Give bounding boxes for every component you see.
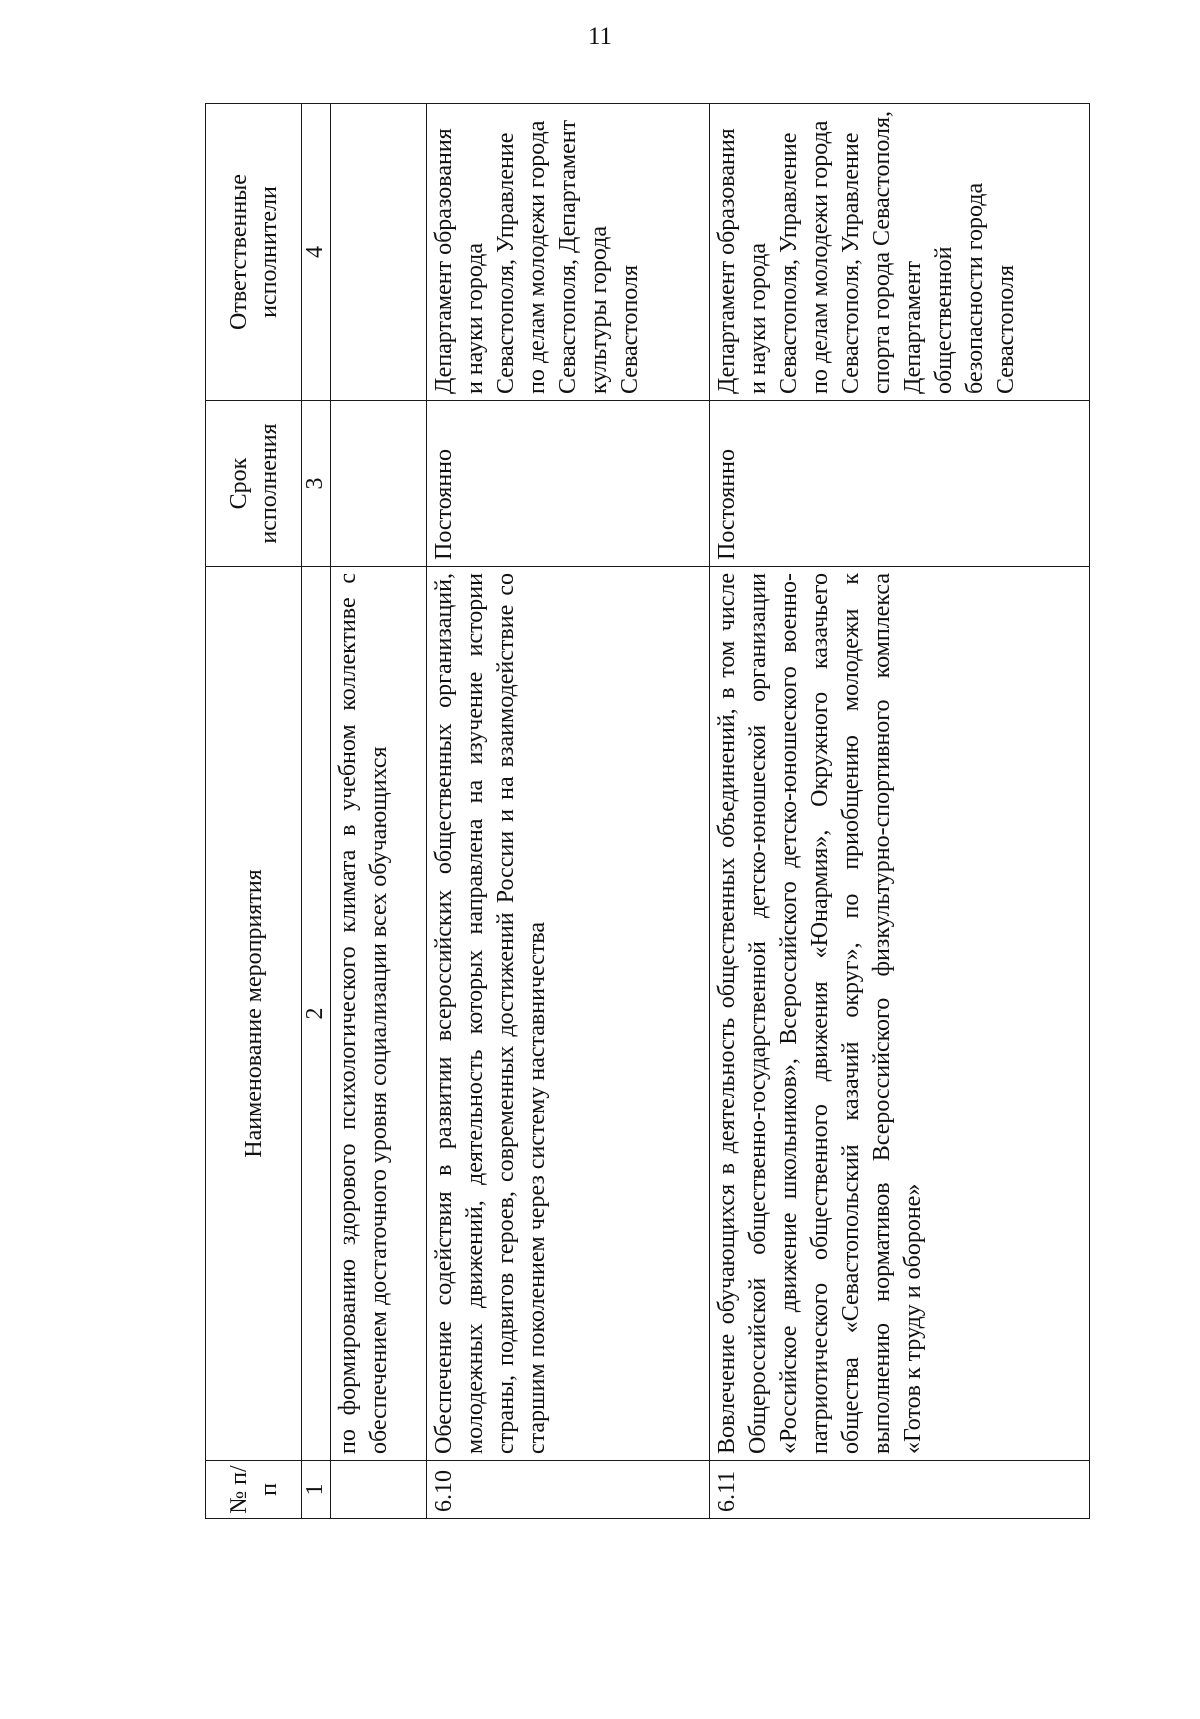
page-number: 11 bbox=[587, 23, 613, 50]
row-num: 6.11 bbox=[710, 1461, 1090, 1519]
column-number: 4 bbox=[302, 104, 331, 401]
header-term: Срок исполнения bbox=[206, 401, 302, 567]
column-number: 3 bbox=[302, 401, 331, 567]
row-term: Постоянно bbox=[427, 401, 710, 567]
table-row bbox=[710, 104, 1090, 1519]
rotated-table-container bbox=[205, 104, 1090, 1519]
table-header-row bbox=[206, 104, 302, 1519]
row-term: Постоянно bbox=[710, 401, 1090, 567]
row-name: Вовлечение обучающихся в деятельность общественных объединений, в том числе Общероссийской общественно-государственной детско-юношеской организации «Российское движение школьников», Всероссийского детско-юношеского военно-патриотического общественного движения «Юнармия», Окружного казачьего общества «Севастопольский казачий округ», по приобщению молодежи к выполнению нормативов Всероссийского физкультурно-спортивного комплекса «Готов к труду и обороне» bbox=[710, 567, 1090, 1461]
table-row bbox=[427, 104, 710, 1519]
row-responsible: Департамент образования и науки города Севастополя, Управление по делам молодежи города Севастополя, Управление спорта города Севастополя, Департамент общественной безопасности города Севастополя bbox=[710, 104, 1090, 401]
row-name: по формированию здорового психологического климата в учебном коллективе с обеспечением достаточного уровня социализации всех обучающихся bbox=[331, 567, 427, 1461]
header-num: № п/п bbox=[206, 1461, 302, 1519]
row-name: Обеспечение содействия в развитии всероссийских общественных организаций, молодежных движений, деятельность которых направлена на изучение истории страны, подвигов героев, современных достижений России и на взаимодействие со старшим поколением через систему наставничества bbox=[427, 567, 710, 1461]
row-num bbox=[331, 1461, 427, 1519]
row-responsible: Департамент образования и науки города Севастополя, Управление по делам молодежи города Севастополя, Департамент культуры города Севастополя bbox=[427, 104, 710, 401]
row-responsible bbox=[331, 104, 427, 401]
row-num: 6.10 bbox=[427, 1461, 710, 1519]
header-name: Наименование мероприятия bbox=[206, 567, 302, 1461]
table-row bbox=[331, 104, 427, 1519]
row-term bbox=[331, 401, 427, 567]
events-table bbox=[205, 103, 1090, 1519]
column-number: 2 bbox=[302, 567, 331, 1461]
column-number: 1 bbox=[302, 1461, 331, 1519]
column-number-row bbox=[302, 104, 331, 1519]
header-responsible: Ответственные исполнители bbox=[206, 104, 302, 401]
